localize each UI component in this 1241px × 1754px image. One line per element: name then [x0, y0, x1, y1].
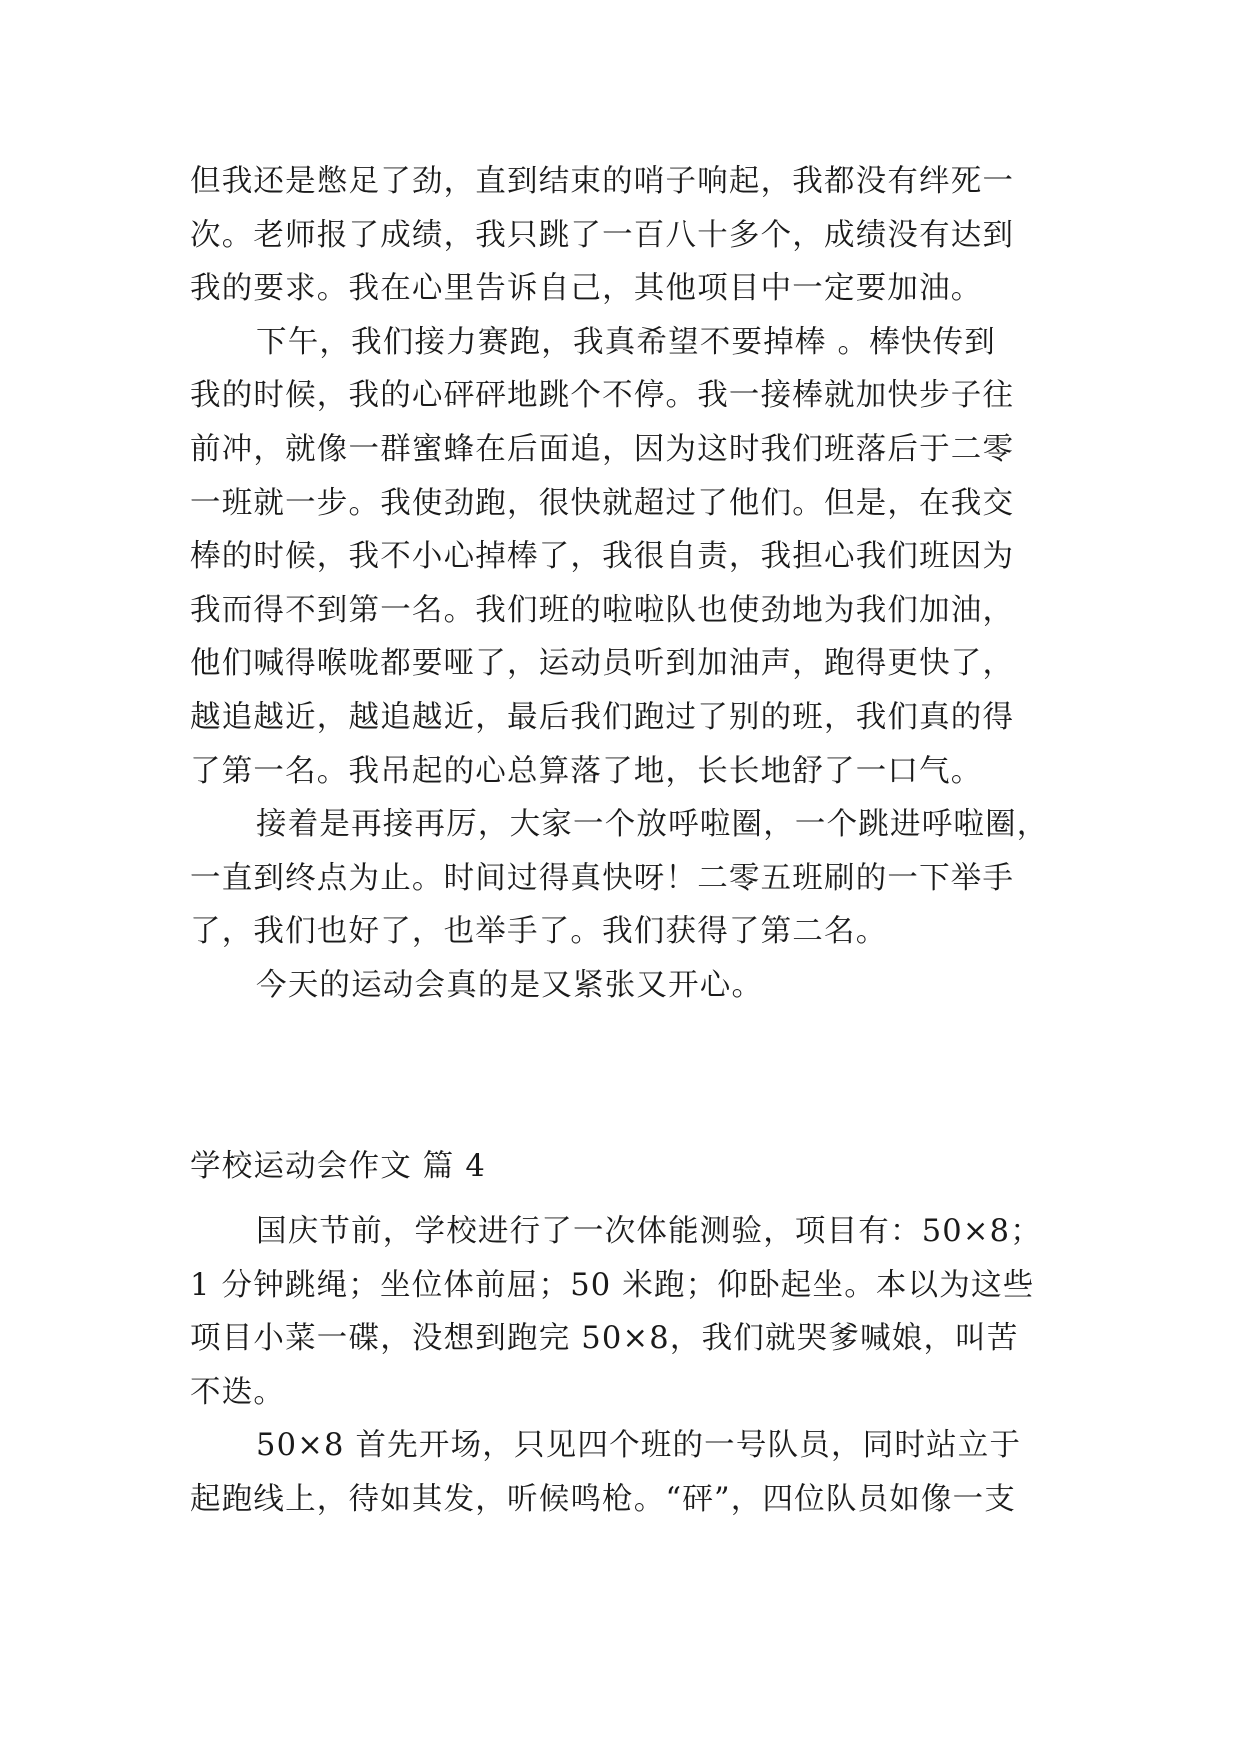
paragraph-start-line: 国庆节前，学校进行了一次体能测验，项目有：50×8； — [256, 1214, 1042, 1249]
paragraph-start-line: 50×8 首先开场，只见四个班的一号队员，同时站立于 — [256, 1428, 1022, 1464]
text-line: 我而得不到第一名。我们班的啦啦队也使劲地为我们加油， — [190, 592, 1015, 628]
text-line: 1 分钟跳绳；坐位体前屈；50 米跑；仰卧起坐。本以为这些 — [190, 1267, 1035, 1303]
text-line: 但我还是憋足了劲，直到结束的哨子响起，我都没有绊死一 — [190, 164, 1015, 199]
text-line: 了，我们也好了，也举手了。我们获得了第二名。 — [190, 914, 888, 950]
paragraph-start-line: 下午，我们接力赛跑，我真希望不要掉棒 。棒快传到 — [256, 324, 996, 360]
text-line: 起跑线上，待如其发，听候鸣枪。“砰”，四位队员如像一支 — [190, 1481, 1017, 1517]
text-line: 了第一名。我吊起的心总算落了地，长长地舒了一口气。 — [190, 753, 983, 789]
essay-section-4 — [190, 1205, 1070, 1527]
paragraph-start-line: 今天的运动会真的是又紧张又开心。 — [256, 967, 764, 1003]
text-line: 一直到终点为止。时间过得真快呀！二零五班刷的一下举手 — [190, 860, 1015, 896]
text-line: 前冲，就像一群蜜蜂在后面追，因为这时我们班落后于二零 — [190, 431, 1015, 467]
text-line: 次。老师报了成绩，我只跳了一百八十多个，成绩没有达到 — [190, 217, 1015, 253]
text-line: 他们喊得喉咙都要哑了，运动员听到加油声，跑得更快了， — [190, 646, 1015, 682]
paragraph-start-line: 接着是再接再厉，大家一个放呼啦圈，一个跳进呼啦圈， — [256, 807, 1049, 843]
text-line: 我的要求。我在心里告诉自己，其他项目中一定要加油。 — [190, 271, 983, 307]
essay-section-3-continued — [190, 155, 1070, 1013]
text-line: 项目小菜一碟，没想到跑完 50×8，我们就哭爹喊娘，叫苦 — [190, 1321, 1019, 1357]
section-heading: 学校运动会作文 篇 4 — [190, 1149, 486, 1184]
text-line: 我的时候，我的心砰砰地跳个不停。我一接棒就加快步子往 — [190, 378, 1015, 414]
text-line: 棒的时候，我不小心掉棒了，我很自责，我担心我们班因为 — [190, 539, 1015, 575]
text-line: 不迭。 — [190, 1374, 286, 1410]
text-line: 一班就一步。我使劲跑，很快就超过了他们。但是，在我交 — [190, 485, 1015, 521]
text-line: 越追越近，越追越近，最后我们跑过了别的班，我们真的得 — [190, 699, 1015, 735]
